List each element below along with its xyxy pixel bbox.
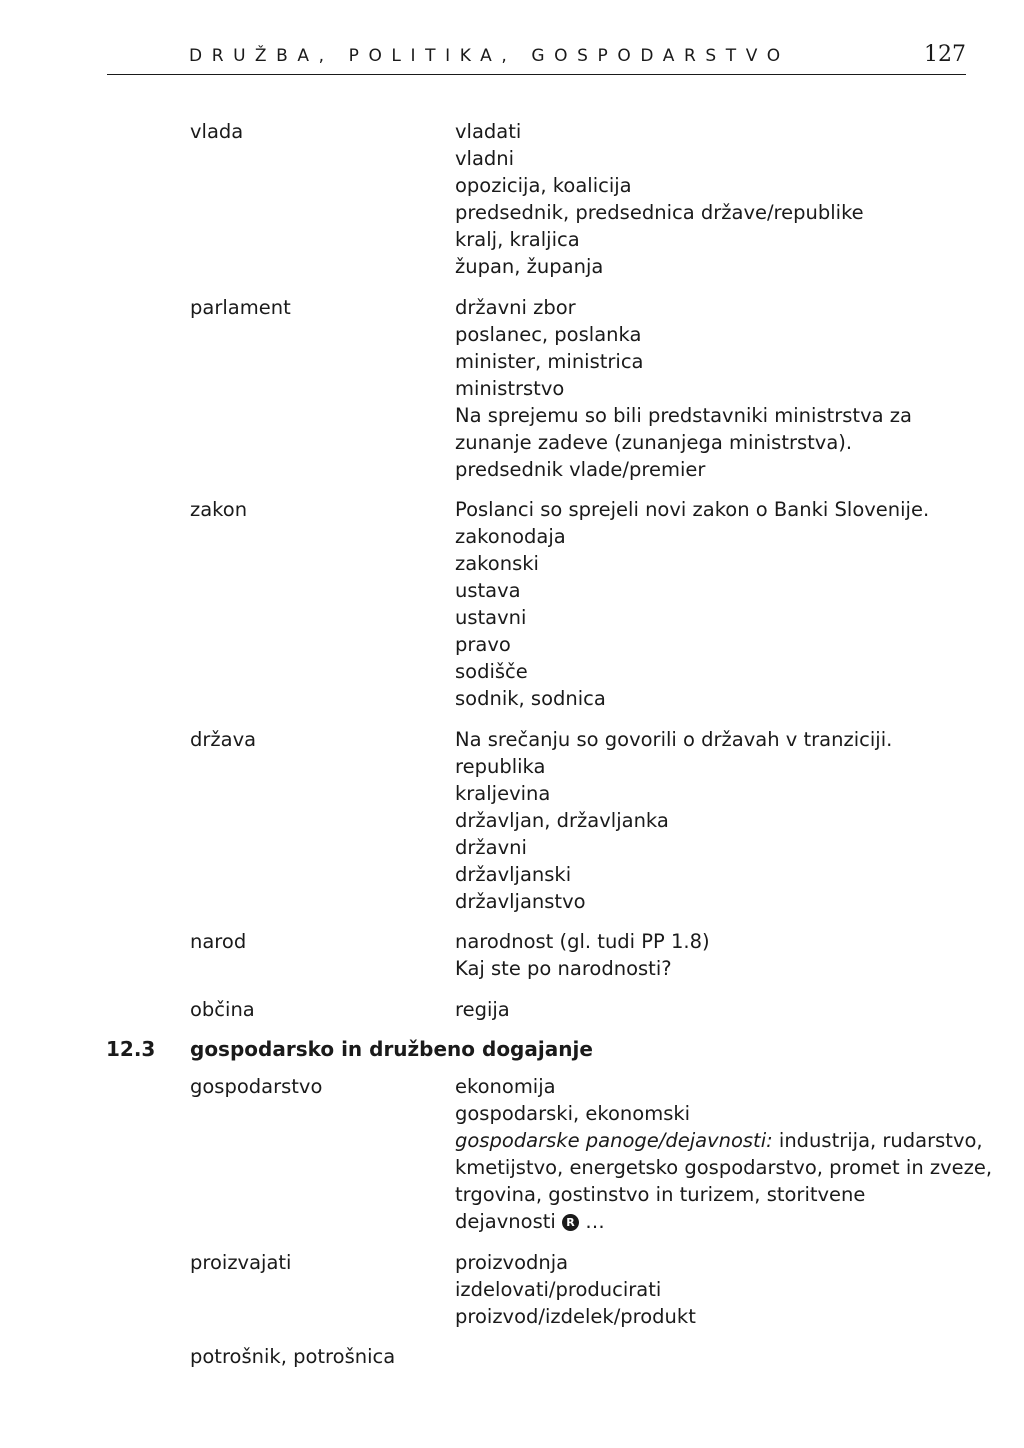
entry-line: kraljevina <box>455 781 551 805</box>
entry-head-text: potrošnik, potrošnica <box>190 1345 396 1368</box>
entry-line: opozicija, koalicija <box>455 174 632 197</box>
entry-body <box>455 294 976 483</box>
entry-line: trgovina, gostinstvo in turizem, storitvene <box>455 1183 866 1206</box>
entry-line: državni <box>455 835 527 859</box>
entry-head <box>106 496 455 712</box>
entry-line: državljanstvo <box>455 889 586 913</box>
entry-line: narodnost (gl. tudi PP 1.8) <box>455 930 710 953</box>
entry-body <box>455 118 976 280</box>
entry-line: ustava <box>455 579 521 602</box>
entry-line: pravo <box>455 633 511 656</box>
entry-line <box>455 1127 992 1154</box>
entry-line: sodnik, sodnica <box>455 687 606 710</box>
entry-line: državljan, državljanka <box>455 808 669 832</box>
italic-label: gospodarske panoge/dejavnosti: <box>455 1129 773 1152</box>
entry-line: proizvodnja <box>455 1250 569 1274</box>
entry-line: predsednik, predsednica države/republike <box>455 201 864 224</box>
entry-head-text: gospodarstvo <box>190 1075 323 1098</box>
entry-head <box>106 1343 455 1370</box>
entry-line: državljanski <box>455 862 572 886</box>
entry-line: sodišče <box>455 660 528 683</box>
entry-line: Na sprejemu so bili predstavniki ministrstva za <box>455 403 912 427</box>
entry-body <box>455 1073 992 1235</box>
entry <box>106 496 976 712</box>
entry-head <box>106 726 455 915</box>
entry-line: ministrstvo <box>455 376 565 400</box>
entry-line: minister, ministrica <box>455 349 644 373</box>
entry <box>106 294 976 483</box>
entry-head-text: zakon <box>190 498 248 521</box>
entry-body <box>455 1343 976 1370</box>
entry-head-text: narod <box>190 930 247 953</box>
entry-line: vladati <box>455 120 522 143</box>
entry-line: izdelovati/producirati <box>455 1277 662 1301</box>
entry-body <box>455 996 976 1023</box>
ellipsis: … <box>585 1210 605 1233</box>
register-marker-icon: R <box>562 1214 579 1231</box>
entry-line: gospodarski, ekonomski <box>455 1102 691 1125</box>
entry <box>106 1343 976 1370</box>
entry-head <box>106 118 455 280</box>
vocabulary-list <box>106 118 993 1384</box>
entry-line: republika <box>455 754 546 778</box>
entry-line: župan, županja <box>455 255 604 278</box>
entry-line-rest: industrija, rudarstvo, <box>772 1129 983 1152</box>
entry-body <box>455 496 976 712</box>
entry-head <box>106 996 455 1023</box>
entry-line: vladni <box>455 147 515 170</box>
entries-group-gospodarstvo <box>106 1249 976 1371</box>
entry-line: zunanje zadeve (zunanjega ministrstva). <box>455 430 853 454</box>
entry-line: kmetijstvo, energetsko gospodarstvo, promet in zveze, <box>455 1156 993 1179</box>
entry-line: Poslanci so sprejeli novi zakon o Banki Slovenije. <box>455 498 930 521</box>
section-heading <box>106 1036 976 1063</box>
entry <box>106 928 976 982</box>
entry-head <box>106 1073 455 1235</box>
entry <box>106 118 976 280</box>
entry <box>106 726 976 915</box>
entry-line: ekonomija <box>455 1075 556 1098</box>
entry-body <box>455 726 976 915</box>
entry-head-text: proizvajati <box>190 1250 292 1274</box>
entry-line-start: dejavnosti <box>455 1210 556 1233</box>
entry-head <box>106 1249 455 1330</box>
entry-line: Kaj ste po narodnosti? <box>455 957 672 980</box>
entry-body <box>455 928 976 982</box>
entry-line: zakonski <box>455 552 539 575</box>
entry-line: državni zbor <box>455 295 576 319</box>
entry-line: kralj, kraljica <box>455 228 580 251</box>
entry-body <box>455 1249 976 1330</box>
entry-line: Na srečanju so govorili o državah v tranziciji. <box>455 727 893 751</box>
running-head <box>107 40 966 75</box>
entry-line: predsednik vlade/premier <box>455 457 706 481</box>
entry-line: poslanec, poslanka <box>455 322 642 346</box>
entry-head-text: parlament <box>190 295 291 319</box>
entry-head-text: država <box>190 727 257 751</box>
entry-gospodarstvo <box>106 1073 993 1235</box>
entry-head-text: vlada <box>190 120 244 143</box>
entry-line: zakonodaja <box>455 525 566 548</box>
running-head-title: DRUŽBA, POLITIKA, GOSPODARSTVO <box>189 46 790 66</box>
entry-line: regija <box>455 997 510 1021</box>
entry <box>106 996 976 1023</box>
entry-line: ustavni <box>455 606 527 629</box>
entry-head <box>106 294 455 483</box>
entry-head <box>106 928 455 982</box>
entry-head-text: občina <box>190 997 255 1021</box>
entry-line <box>455 1208 992 1235</box>
page-number: 127 <box>924 42 966 67</box>
section-number: 12.3 <box>106 1037 156 1061</box>
entry-line: proizvod/izdelek/produkt <box>455 1304 696 1328</box>
entry <box>106 1249 976 1330</box>
entries-group-politika <box>106 118 976 1023</box>
section-title: gospodarsko in družbeno dogajanje <box>190 1037 593 1061</box>
